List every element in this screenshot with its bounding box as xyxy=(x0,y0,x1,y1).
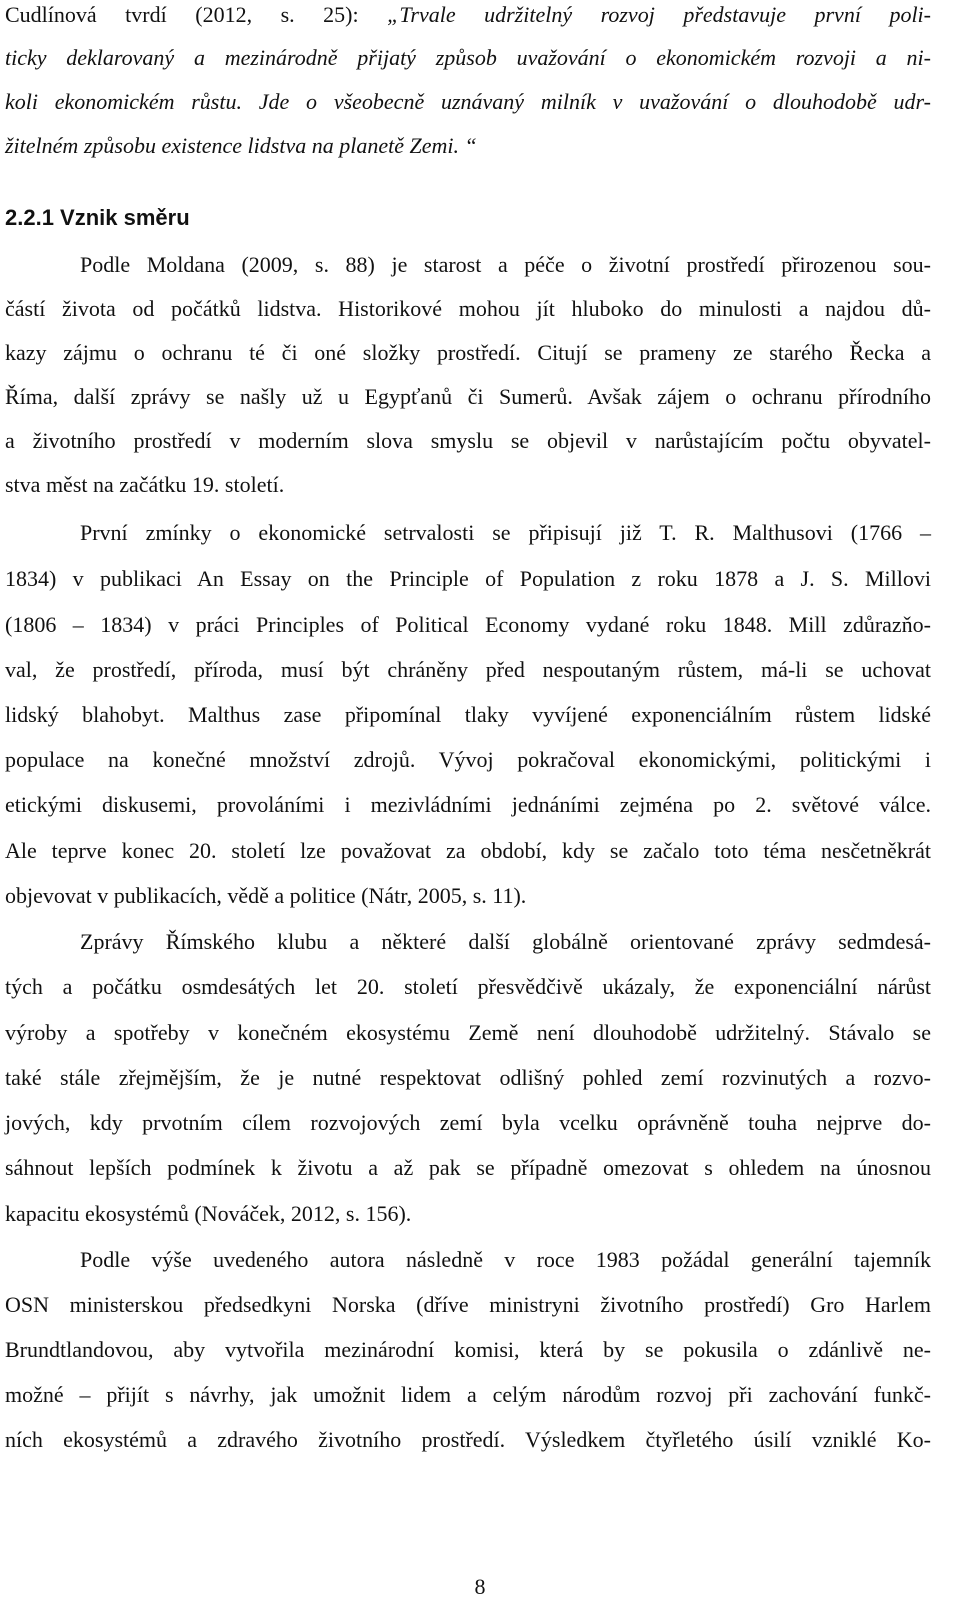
p2-line-7: etickými diskusemi, provoláními i mezivládními jednáními zejména po 2. světové válce. xyxy=(5,792,931,817)
p3-line-6: sáhnout lepších podmínek k životu a až pak se případně omezovat s ohledem na únosnou xyxy=(5,1155,931,1180)
p3-line-3: výroby a spotřeby v konečném ekosystému Země není dlouhodobě udržitelný. Stávalo se xyxy=(5,1020,931,1045)
p3-line-5: jových, kdy prvotním cílem rozvojových zemí byla vcelku oprávněně touha nejprve do- xyxy=(5,1110,931,1135)
p4-line-1: Podle výše uvedeného autora následně v roce 1983 požádal generální tajemník xyxy=(80,1247,931,1272)
p1-line-6: stva měst na začátku 19. století. xyxy=(5,472,285,497)
p4-line-5: ních ekosystémů a zdravého životního prostředí. Výsledkem čtyřletého úsilí vzniklé Ko- xyxy=(5,1427,931,1452)
page-number: 8 xyxy=(474,1574,486,1599)
quote-line-3: koli ekonomickém růstu. Jde o všeobecně uznávaný milník v uvažování o dlouhodobě udr- xyxy=(5,89,931,114)
p4-line-4: možné – přijít s návrhy, jak umožnit lidem a celým národům rozvoj při zachování funkč- xyxy=(5,1382,931,1407)
p1-line-3: kazy zájmu o ochranu té či oné složky prostředí. Citují se prameny ze starého Řecka a xyxy=(5,340,931,365)
p1-line-5: a životního prostředí v moderním slova smyslu se objevil v narůstajícím počtu obyvatel- xyxy=(5,428,931,453)
section-heading: 2.2.1 Vznik směru xyxy=(5,205,190,230)
quote-line-1-italic: „Trvale udržitelný rozvoj představuje první poli- xyxy=(387,2,931,27)
p3-line-2: tých a počátku osmdesátých let 20. století přesvědčivě ukázaly, že exponenciální nárůst xyxy=(5,974,931,999)
p3-line-7: kapacitu ekosystémů (Nováček, 2012, s. 156). xyxy=(5,1201,412,1226)
p2-line-8: Ale teprve konec 20. století lze považovat za období, kdy se začalo toto téma nesčetněkrát xyxy=(5,838,931,863)
p1-line-1: Podle Moldana (2009, s. 88) je starost a péče o životní prostředí přirozenou sou- xyxy=(80,252,931,277)
p2-line-4: val, že prostředí, příroda, musí být chráněny před nespoutaným růstem, má-li se uchovat xyxy=(5,657,931,682)
p2-line-9: objevovat v publikacích, vědě a politice (Nátr, 2005, s. 11). xyxy=(5,883,527,908)
p3-line-1: Zprávy Římského klubu a některé další globálně orientované zprávy sedmdesá- xyxy=(80,929,931,954)
p2-line-2: 1834) v publikaci An Essay on the Principle of Population z roku 1878 a J. S. Millovi xyxy=(5,566,931,591)
quote-line-4: žitelném způsobu existence lidstva na planetě Zemi. “ xyxy=(5,133,477,158)
p2-line-5: lidský blahobyt. Malthus zase připomínal tlaky vyvíjené exponenciálním růstem lidské xyxy=(5,702,931,727)
quote-line-2: ticky deklarovaný a mezinárodně přijatý způsob uvažování o ekonomickém rozvoji a ni- xyxy=(5,45,931,70)
p4-line-2: OSN ministerskou předsedkyni Norska (dříve ministryni životního prostředí) Gro Harlem xyxy=(5,1292,931,1317)
p1-line-4: Říma, další zprávy se našly už u Egypťanů či Sumerů. Avšak zájem o ochranu přírodního xyxy=(5,384,931,409)
p1-line-2: částí života od počátků lidstva. Historikové mohou jít hluboko do minulosti a najdou dů- xyxy=(5,296,931,321)
p2-line-3: (1806 – 1834) v práci Principles of Political Economy vydané roku 1848. Mill zdůrazňo- xyxy=(5,612,931,637)
p3-line-4: také stále zřejmějším, že je nutné respektovat odlišný pohled zemí rozvinutých a rozvo- xyxy=(5,1065,931,1090)
quote-line-1 xyxy=(5,0,931,30)
quote-line-1-lead: Cudlínová tvrdí (2012, s. 25): xyxy=(5,2,388,27)
p2-line-1: První zmínky o ekonomické setrvalosti se připisují již T. R. Malthusovi (1766 – xyxy=(80,520,931,545)
p2-line-6: populace na konečné množství zdrojů. Vývoj pokračoval ekonomickými, politickými i xyxy=(5,747,931,772)
p4-line-3: Brundtlandovou, aby vytvořila mezinárodní komisi, která by se pokusila o zdánlivě ne- xyxy=(5,1337,931,1362)
